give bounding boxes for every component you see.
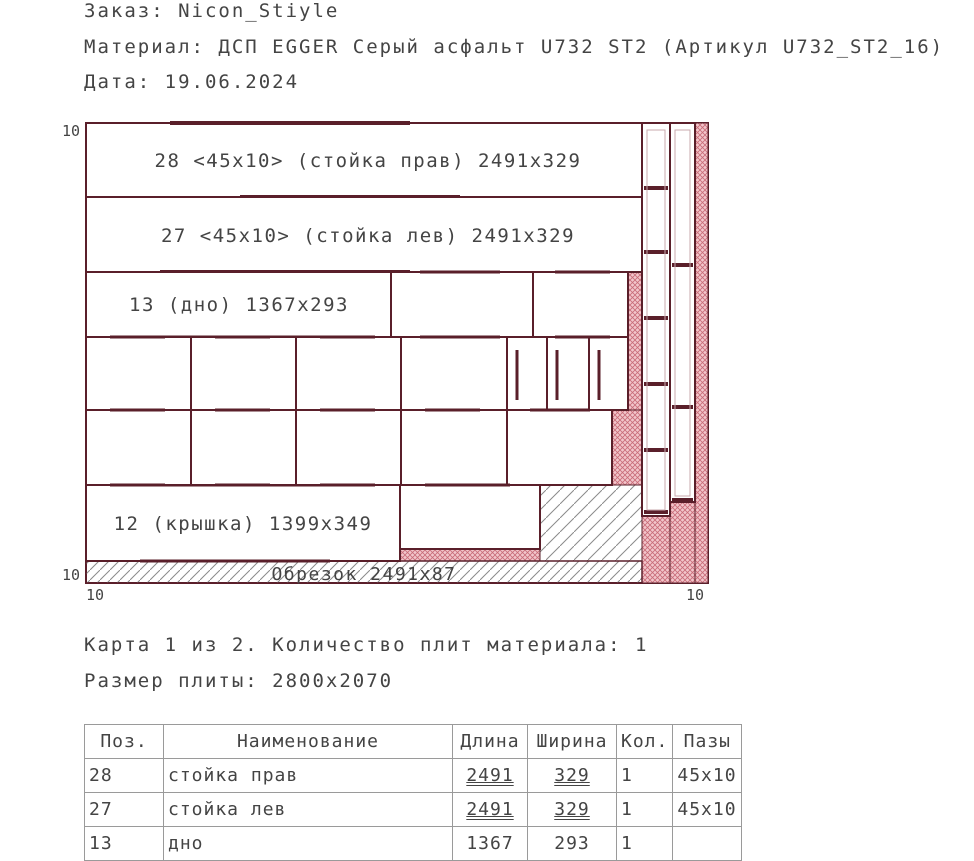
waste-block (400, 549, 540, 561)
cell-qty: 1 (617, 793, 673, 827)
cell-name: стойка лев (164, 793, 453, 827)
part-13-label: 13 (дно) 1367x293 (129, 294, 349, 316)
offcut-block (540, 485, 642, 561)
cell-pos: 27 (85, 793, 164, 827)
cell-length: 1367 (453, 827, 528, 861)
cell-qty: 1 (617, 759, 673, 793)
waste-block (612, 410, 642, 485)
edge-top-left-label: 10 (62, 122, 81, 140)
table-row (85, 827, 742, 861)
date-title: Дата: 19.06.2024 (84, 71, 300, 93)
cell-length: 2491 (466, 799, 514, 820)
edge-bottom-left-label: 10 (62, 566, 81, 584)
col-pos-header: Поз. (85, 725, 164, 759)
offcut-label: Обрезок 2491x87 (271, 564, 457, 585)
cell-grooves: 45x10 (673, 759, 742, 793)
part-27-label: 27 <45x10> (стойка лев) 2491x329 (160, 225, 576, 247)
edge-bottom-x-right-label: 10 (686, 586, 705, 604)
cell-length: 2491 (466, 765, 514, 786)
parts-table (84, 724, 742, 861)
part-12-label: 12 (крышка) 1399x349 (113, 513, 373, 535)
table-header-row (85, 725, 742, 759)
waste-block (628, 272, 642, 410)
edge-bottom-x-left-label: 10 (86, 586, 105, 604)
waste-block (670, 502, 695, 583)
map-summary: Карта 1 из 2. Количество плит материала: 1 (84, 634, 649, 656)
table-row (85, 759, 742, 793)
order-title: Заказ: Nicon_Stiyle (84, 0, 340, 22)
material-title: Материал: ДСП EGGER Серый асфальт U732 ST2 (Артикул U732_ST2_16) (84, 36, 945, 58)
cell-pos: 28 (85, 759, 164, 793)
col-grooves-header: Пазы (673, 725, 742, 759)
cell-grooves: 45x10 (673, 793, 742, 827)
cell-name: дно (164, 827, 453, 861)
part-28-label: 28 <45x10> (стойка прав) 2491x329 (154, 150, 582, 172)
col-name-header: Наименование (164, 725, 453, 759)
cell-width: 293 (528, 827, 617, 861)
cell-grooves (673, 827, 742, 861)
col-width-header: Ширина (528, 725, 617, 759)
waste-strip-right (695, 123, 708, 583)
cell-width: 329 (554, 799, 590, 820)
cell-qty: 1 (617, 827, 673, 861)
cell-pos: 13 (85, 827, 164, 861)
sheet-size: Размер плиты: 2800x2070 (84, 670, 394, 692)
table-row (85, 793, 742, 827)
col-qty-header: Кол. (617, 725, 673, 759)
col-length-header: Длина (453, 725, 528, 759)
waste-block (642, 516, 670, 583)
cell-width: 329 (554, 765, 590, 786)
cell-name: стойка прав (164, 759, 453, 793)
